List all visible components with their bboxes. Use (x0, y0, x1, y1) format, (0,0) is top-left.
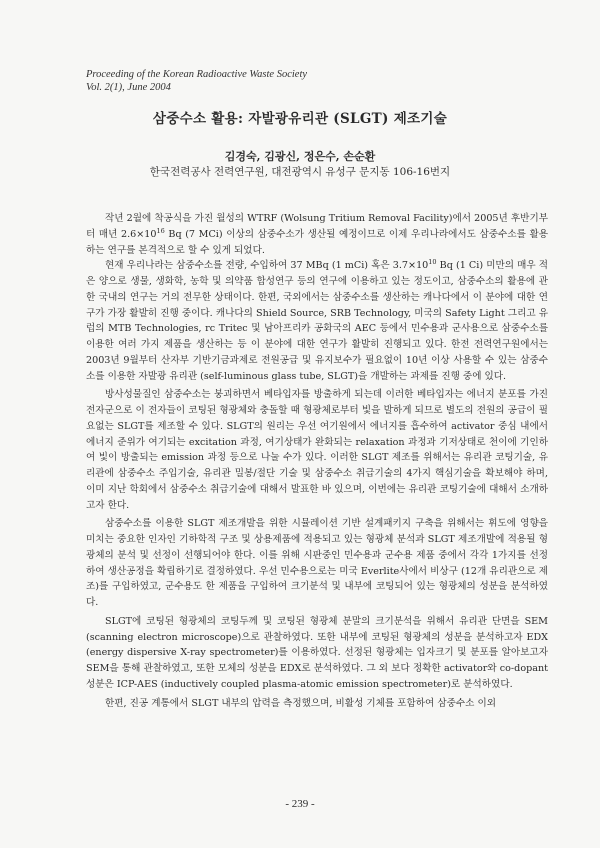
journal-header (86, 68, 307, 94)
affiliation: 한국전력공사 전력연구원, 대전광역시 유성구 문지동 106-16번지 (149, 166, 451, 178)
paragraph-2 (86, 258, 548, 384)
paragraph-4: 삼중수소를 이용한 SLGT 제조개발을 위한 시뮬레이션 기반 설계패키지 구축을 위해서는 휘도에 영향을 미치는 중요한 인자인 기하학적 구조 및 상용제품에 적용되고 있는 형광체 분석과 SLGT 제조개발에 적용될 형광체의 분석 및 선정이 선행되어야 한다. 이를 위해 시판중인 민수용과 군수용 제품 중에서 각각 1가지를 선정하여 생산공정을 확립하기로 결정하였다. 우선 민수용으로는 미국 Everlite사에서 비상구 (12개 유리관으로 제조)를 구입하였고, 군수용도 한 제품을 구입하여 크기분석 및 내부에 코팅되어 있는 형광체의 성분을 분석하였다. (86, 518, 548, 608)
page-number: - 239 - (285, 798, 315, 810)
author-list: 김경숙, 김광신, 정은수, 손순환 (224, 150, 376, 163)
superscript-exponent: 10 (428, 258, 437, 267)
paragraph-1-text-b: Bq (7 MCi) 이상의 삼중수소가 생산될 예정이므로 이제 우리나라에서도 삼중수소를 활용하는 연구를 본격적으로 할 수 있게 되었다. (86, 228, 548, 256)
paragraph-1 (86, 211, 548, 258)
superscript-exponent: 16 (156, 226, 165, 235)
paper-title: 삼중수소 활용: 자발광유리관 (SLGT) 제조기술 (152, 111, 448, 127)
paragraph-2-text-a: 현재 우리나라는 삼중수소를 전량, 수입하여 37 MBq (1 mCi) 혹은 3.7×10 (105, 260, 429, 272)
paragraph-5: SLGT에 코팅된 형광체의 코팅두께 및 코팅된 형광체 분말의 크기분석을 위해서 유리관 단면을 SEM (scanning electron microscope)으로 관찰하였다. 또한 내부에 코팅된 형광체의 성분을 분석하고자 EDX (energy dispersive X-ray spectrometer)를 이용하였다. 선정된 형광체는 입자크기 및 분포를 알아보고자 SEM을 통해 관찰하였고, 또한 모체의 성분을 EDX로 분석하였다. 그 외 보다 정확한 activator와 co-dopant 성분은 ICP-AES (inductively coupled plasma-atomic emission spectrometer)로 분석하였다. (86, 615, 548, 690)
body-text (86, 211, 548, 711)
paragraph-6: 한편, 진공 계통에서 SLGT 내부의 압력을 측정했으며, 비활성 기체를 포함하여 삼중수소 이외 (105, 697, 497, 709)
paragraph-3: 방사성물질인 삼중수소는 붕괴하면서 베타입자를 방출하게 되는데 이러한 베타입자는 에너지 분포를 가진 전자군으로 이 전자들이 코팅된 형광체와 충돌할 때 형광체로부터 빛을 발하게 되므로 별도의 전원의 공급이 필요없는 SLGT를 제조할 수 있다. SLGT의 원리는 우선 여기원에서 에너지를 흡수하여 activator 중심 내에서 에너지 준위가 여기되는 excitation 과정, 여기상태가 완화되는 relaxation 과정과 기저상태로 천이에 기인하여 빛이 방출되는 emission 과정 등으로 나눌 수가 있다. 이러한 SLGT 제조를 위해서는 유리관 코팅기술, 유리관에 삼중수소 주입기술, 유리관 밀봉/절단 기술 및 삼중수소 취급기술의 4가지 핵심기술을 확보해야 하며, 이미 지난 학회에서 삼중수소 취급기술에 대해서 발표한 바 있으며, 이번에는 유리관 코팅기술에 대해서 소개하고자 한다. (86, 389, 548, 511)
paragraph-1-text-a: 작년 2월에 착공식을 가진 월성의 WTRF (Wolsung Tritium Removal Facility)에서 2005년 후반기부터 매년 2.6×10 (86, 213, 548, 240)
paragraph-2-text-b: Bq (1 Ci) 미만의 매우 적은 양으로 생물, 생화학, 농학 및 의약품 합성연구 등의 연구에 이용하고 있는 정도이고, 삼중수소의 활용에 관한 국내의 연구는 거의 전무한 상태이다. 한편, 국외에서는 삼중수소를 생산하는 캐나다에서 이 분야에 대한 연구가 가장 활발히 진행 중이다. 캐나다의 Shield Source, SRB Technology, 미국의 Safety Light 그리고 유럽의 MTB Technologies, rc Tritec 및 남아프리카 공화국의 AEC 등에서 민수용과 군사용으로 삼중수소를 이용한 여러 가지 제품을 생산하는 등 이 분야에 대한 연구가 활발히 진행되고 있다. 한전 전력연구원에서는 2003년 9월부터 산자부 기반기금과제로 전원공급 및 유지보수가 필요없이 10년 이상 사용할 수 있는 삼중수소를 이용한 자발광 유리관 (self-luminous glass tube, SLGT)을 개발하는 과제를 진행 중에 있다. (86, 260, 549, 382)
journal-volume: Vol. 2(1), June 2004 (86, 82, 171, 93)
journal-name: Proceeding of the Korean Radioactive Waste Society (86, 69, 308, 80)
